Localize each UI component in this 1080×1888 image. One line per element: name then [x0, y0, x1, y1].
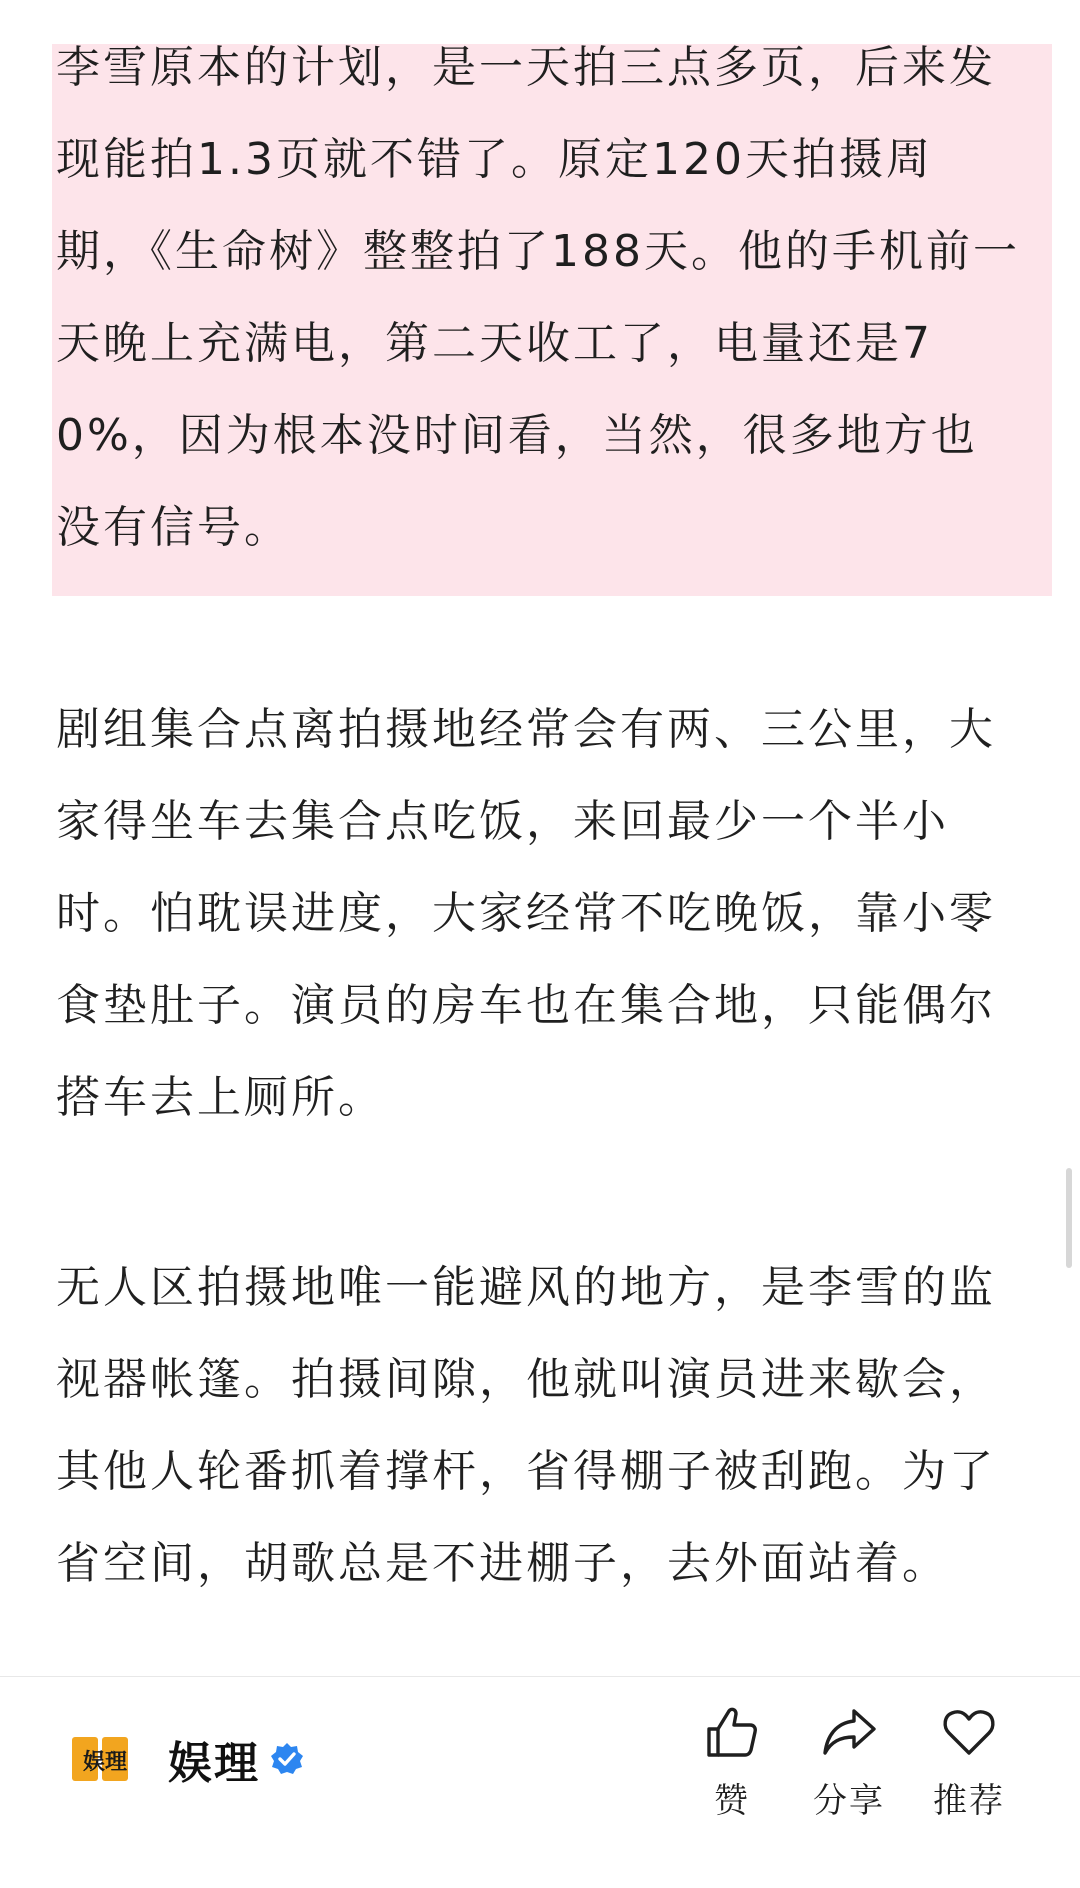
- like-button[interactable]: [672, 1703, 792, 1822]
- article-paragraph-1: 李雪原本的计划，是一天拍三点多页，后来发现能拍1.3页就不错了。原定120天拍摄周期，《生命树》整整拍了188天。他的手机前一天晚上充满电，第二天收工了，电量还是70%，因为根本没时间看，当然，很多地方也没有信号。: [56, 42, 1020, 553]
- recommend-button[interactable]: [909, 1703, 1029, 1822]
- verified-badge-icon: [270, 1742, 304, 1776]
- recommend-label: 推荐: [933, 1781, 1005, 1821]
- article-paragraph-2: 剧组集合点离拍摄地经常会有两、三公里，大家得坐车去集合点吃饭，来回最少一个半小时。怕耽误进度，大家经常不吃晚饭，靠小零食垫肚子。演员的房车也在集合地，只能偶尔搭车去上厕所。: [56, 704, 996, 1123]
- share-arrow-icon: [820, 1703, 878, 1761]
- share-label: 分享: [813, 1781, 885, 1821]
- like-label: 赞: [714, 1781, 750, 1821]
- account-name[interactable]: 娱理: [168, 1738, 260, 1789]
- scrollbar-thumb[interactable]: [1066, 1168, 1072, 1268]
- account-logo-icon: [68, 1727, 132, 1791]
- heart-icon: [940, 1703, 998, 1761]
- svg-text:理: 理: [105, 1750, 128, 1775]
- account-logo[interactable]: [68, 1727, 132, 1791]
- account-info[interactable]: [68, 1727, 304, 1791]
- svg-text:娱: 娱: [83, 1750, 106, 1775]
- article-paragraph-3: 无人区拍摄地唯一能避风的地方，是李雪的监视器帐篷。拍摄间隙，他就叫演员进来歇会，其他人轮番抓着撑杆，省得棚子被刮跑。为了省空间，胡歌总是不进棚子，去外面站着。: [56, 1262, 996, 1589]
- share-button[interactable]: [789, 1703, 909, 1822]
- thumbs-up-icon: [703, 1703, 761, 1761]
- bottom-action-bar: [0, 1677, 1080, 1888]
